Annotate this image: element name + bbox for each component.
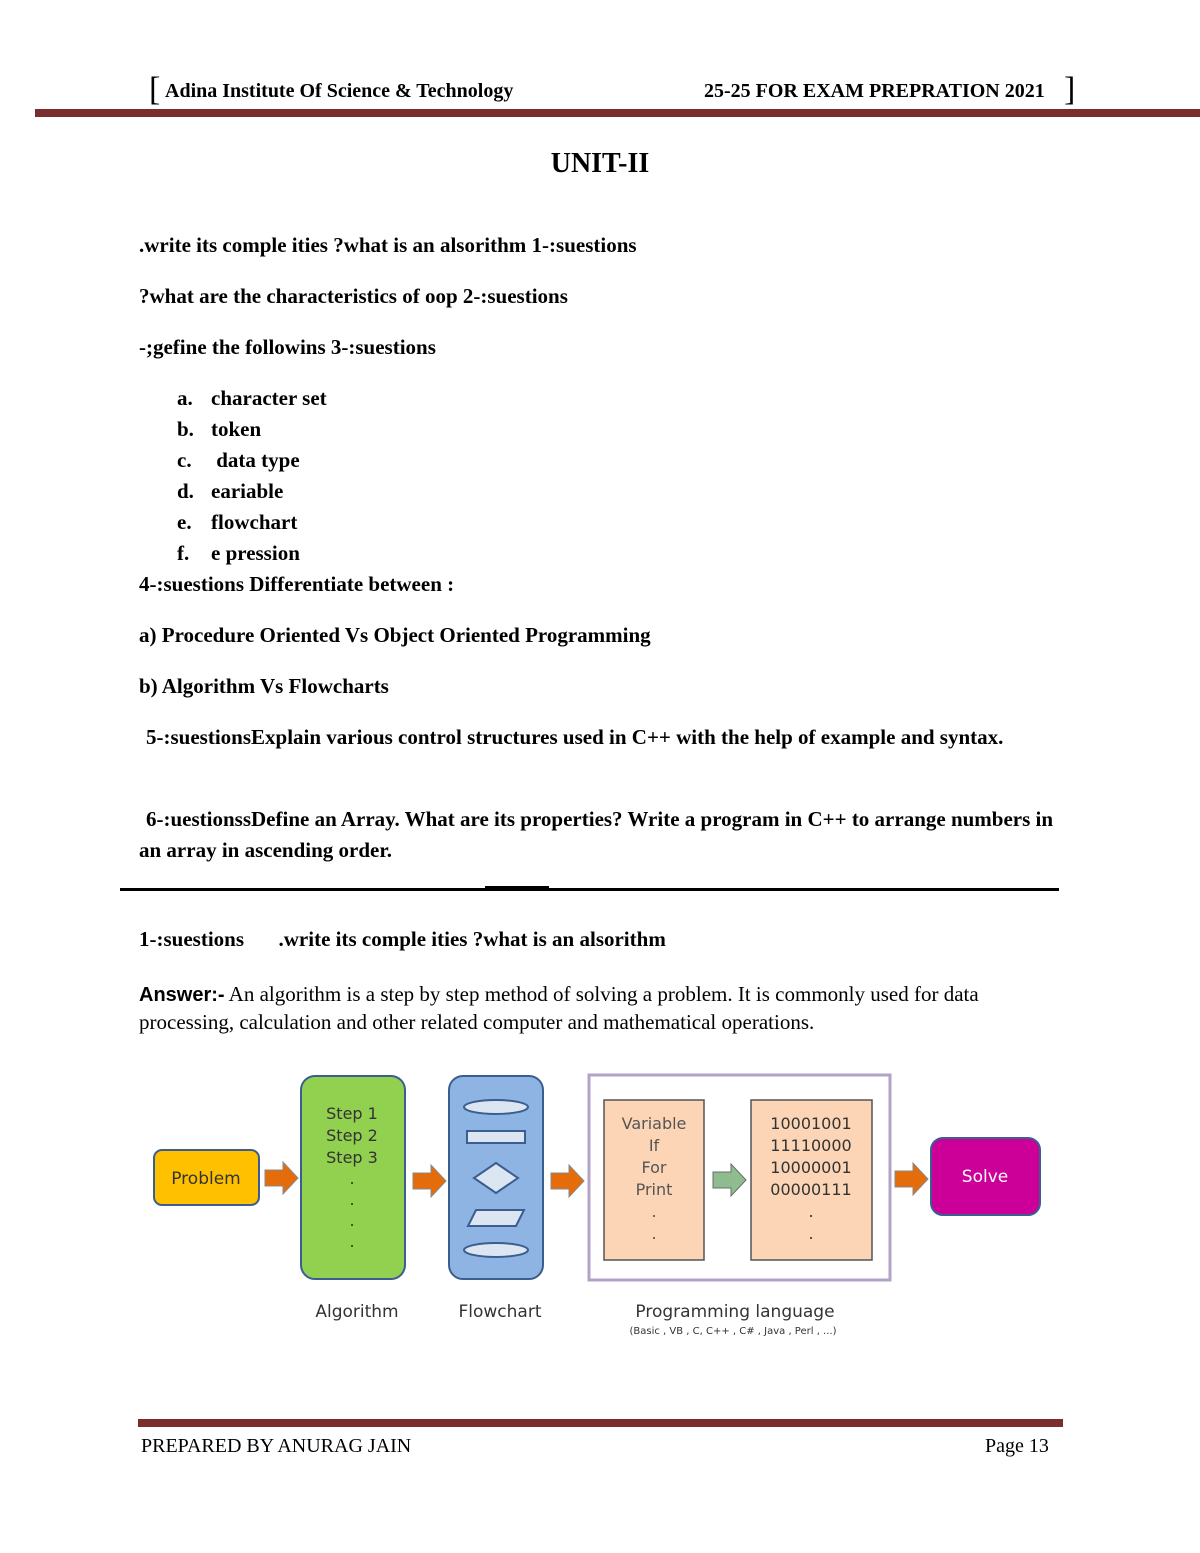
binary-line: 10000001 bbox=[770, 1158, 852, 1177]
question-1: .write its comple ities ?what is an alsorithm 1-:suestions bbox=[139, 233, 637, 257]
terminal-shape-icon bbox=[464, 1100, 528, 1114]
step-3: Step 3 bbox=[326, 1148, 378, 1167]
question-2: ?what are the characteristics of oop 2-:suestions bbox=[139, 284, 568, 308]
header-exam: 25-25 FOR EXAM PREPRATION 2021 bbox=[704, 80, 1045, 102]
code-line: Print bbox=[635, 1180, 673, 1199]
answer-heading-text: .write its comple ities ?what is an alsorithm bbox=[278, 927, 666, 951]
binary-line: 00000111 bbox=[770, 1180, 852, 1199]
question-4a: a) Procedure Oriented Vs Object Oriented Programming bbox=[139, 623, 651, 647]
step-dot: . bbox=[349, 1232, 355, 1251]
problem-label: Problem bbox=[171, 1169, 241, 1189]
list-item: a. character set bbox=[177, 386, 327, 410]
step-1: Step 1 bbox=[326, 1104, 378, 1123]
arrow-icon bbox=[413, 1165, 446, 1197]
binary-line: . bbox=[808, 1224, 814, 1243]
binary-line: 11110000 bbox=[770, 1136, 852, 1155]
code-line: If bbox=[648, 1136, 660, 1155]
binary-line: 10001001 bbox=[770, 1114, 852, 1133]
footer-prepared: PREPARED BY ANURAG JAIN bbox=[141, 1435, 412, 1457]
question-3: -;gefine the followins 3-:suestions bbox=[139, 335, 436, 359]
footer-rule bbox=[138, 1419, 1063, 1427]
footer-page: Page 13 bbox=[985, 1435, 1049, 1457]
question-6: 6-:uestionssDefine an Array. What are its properties? Write a program in C++ to arrange numbers in an array in ascending order. bbox=[139, 807, 1054, 862]
question-5: 5-:suestionsExplain various control structures used in C++ with the help of example and syntax. bbox=[146, 725, 1004, 749]
step-dot: . bbox=[349, 1211, 355, 1230]
code-line: . bbox=[651, 1202, 657, 1221]
process-shape-icon bbox=[467, 1131, 525, 1143]
header-bracket-right: ] bbox=[1064, 71, 1076, 108]
header-institute: Adina Institute Of Science & Technology bbox=[165, 80, 514, 102]
arrow-icon bbox=[895, 1163, 928, 1195]
list-item: b. token bbox=[177, 417, 262, 441]
code-line: For bbox=[641, 1158, 667, 1177]
label-flowchart: Flowchart bbox=[458, 1302, 542, 1322]
page-title: UNIT-II bbox=[550, 148, 650, 179]
arrow-icon bbox=[551, 1165, 584, 1197]
list-item: f. e pression bbox=[177, 541, 300, 565]
io-shape-icon bbox=[468, 1210, 524, 1226]
step-dot: . bbox=[349, 1169, 355, 1188]
list-item: c. data type bbox=[177, 448, 300, 472]
code-line: . bbox=[651, 1224, 657, 1243]
question-4b: b) Algorithm Vs Flowcharts bbox=[139, 674, 389, 698]
label-algorithm: Algorithm bbox=[315, 1302, 399, 1322]
label-languages: (Basic , VB , C, C++ , C# , Java , Perl , ...) bbox=[629, 1326, 837, 1337]
label-programming: Programming language bbox=[635, 1302, 835, 1322]
arrow-icon bbox=[265, 1162, 298, 1194]
list-item: e. flowchart bbox=[177, 510, 298, 534]
answer-label: Answer:- bbox=[139, 984, 225, 1006]
solve-label: Solve bbox=[961, 1167, 1009, 1187]
step-2: Step 2 bbox=[326, 1126, 378, 1145]
answer-heading-number: 1-:suestions bbox=[139, 927, 245, 951]
answer-text: An algorithm is a step by step method of solving a problem. It is commonly used for data processing, calculation and other related computer and mathematical operations. bbox=[139, 982, 979, 1034]
header-bracket-left: [ bbox=[149, 71, 161, 108]
terminal-shape-icon bbox=[464, 1243, 528, 1257]
code-line: Variable bbox=[621, 1114, 687, 1133]
list-item: d. eariable bbox=[177, 479, 284, 503]
step-dot: . bbox=[349, 1190, 355, 1209]
question-4: 4-:suestions Differentiate between : bbox=[139, 572, 455, 596]
binary-line: . bbox=[808, 1202, 814, 1221]
